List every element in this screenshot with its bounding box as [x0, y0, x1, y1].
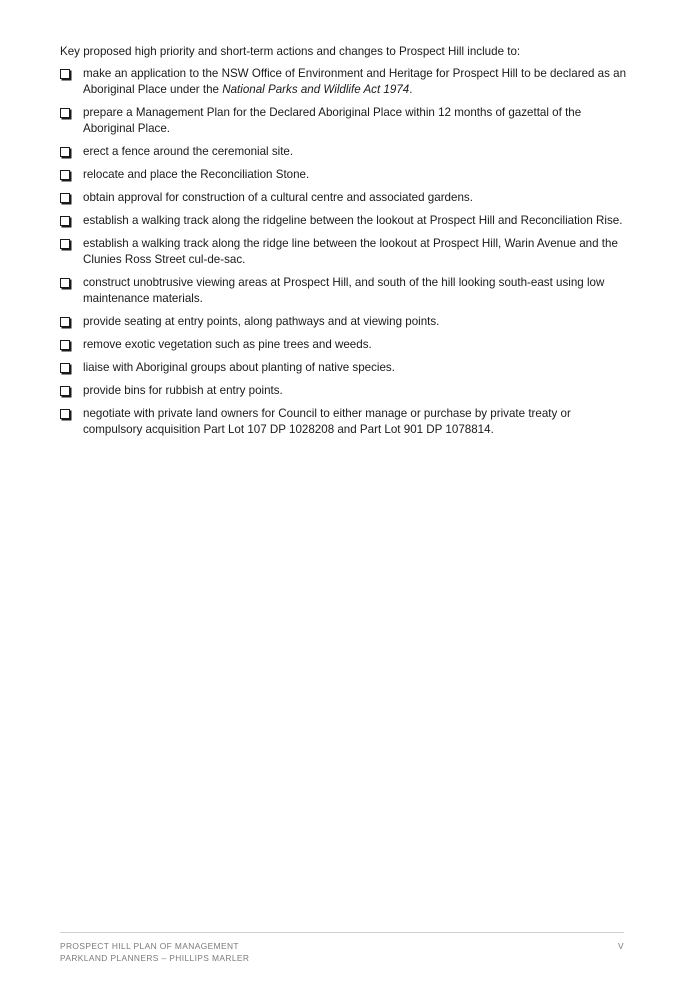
list-item: negotiate with private land owners for Council to either manage or purchase by private treaty or compulsory acquisition Part Lot 107 DP 1028208 and Part Lot 901 DP 1078814. — [60, 406, 630, 438]
checkbox-bullet-icon — [60, 216, 70, 226]
list-item: erect a fence around the ceremonial site. — [60, 144, 630, 160]
actions-list — [60, 66, 630, 438]
list-item: establish a walking track along the ridge line between the lookout at Prospect Hill, Warin Avenue and the Clunies Ross Street cul-de-sac. — [60, 236, 630, 268]
list-item: establish a walking track along the ridgeline between the lookout at Prospect Hill and Reconciliation Rise. — [60, 213, 630, 229]
page-footer — [60, 932, 624, 964]
list-item: obtain approval for construction of a cultural centre and associated gardens. — [60, 190, 630, 206]
checkbox-bullet-icon — [60, 278, 70, 288]
list-item: provide seating at entry points, along pathways and at viewing points. — [60, 314, 630, 330]
checkbox-bullet-icon — [60, 409, 70, 419]
list-item: prepare a Management Plan for the Declared Aboriginal Place within 12 months of gazettal of the Aboriginal Place. — [60, 105, 630, 137]
list-item: construct unobtrusive viewing areas at Prospect Hill, and south of the hill looking south-east using low maintenance materials. — [60, 275, 630, 307]
checkbox-bullet-icon — [60, 340, 70, 350]
page-number: V — [618, 941, 624, 951]
list-item: provide bins for rubbish at entry points. — [60, 383, 630, 399]
intro-paragraph: Key proposed high priority and short-term actions and changes to Prospect Hill include to: — [60, 45, 521, 58]
list-item: make an application to the NSW Office of Environment and Heritage for Prospect Hill to be declared as an Aboriginal Place under the National Parks and Wildlife Act 1974. — [60, 66, 630, 98]
checkbox-bullet-icon — [60, 239, 70, 249]
list-item: relocate and place the Reconciliation Stone. — [60, 167, 630, 183]
footer-author: PARKLAND PLANNERS – PHILLIPS MARLER — [60, 953, 250, 963]
checkbox-bullet-icon — [60, 147, 70, 157]
footer-document-title: PROSPECT HILL PLAN OF MANAGEMENT — [60, 941, 239, 951]
checkbox-bullet-icon — [60, 193, 70, 203]
checkbox-bullet-icon — [60, 69, 70, 79]
checkbox-bullet-icon — [60, 386, 70, 396]
document-body — [60, 44, 630, 445]
list-item: remove exotic vegetation such as pine trees and weeds. — [60, 337, 630, 353]
checkbox-bullet-icon — [60, 108, 70, 118]
checkbox-bullet-icon — [60, 363, 70, 373]
checkbox-bullet-icon — [60, 170, 70, 180]
checkbox-bullet-icon — [60, 317, 70, 327]
list-item: liaise with Aboriginal groups about planting of native species. — [60, 360, 630, 376]
